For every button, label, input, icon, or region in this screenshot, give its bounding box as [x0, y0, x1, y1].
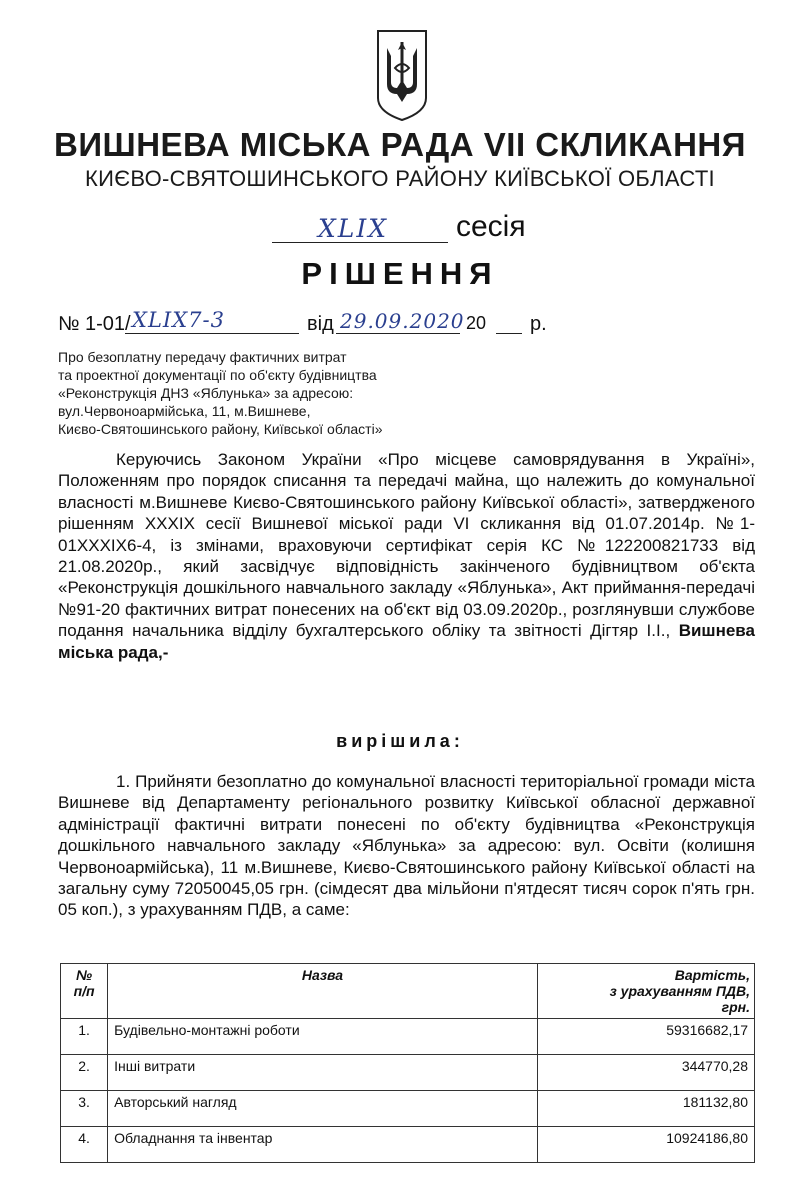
- row-value: 10924186,80: [537, 1127, 754, 1163]
- row-value: 59316682,17: [537, 1019, 754, 1055]
- decision-subject: [58, 348, 438, 438]
- costs-table: [60, 963, 755, 1163]
- year-prefix: 20: [466, 313, 487, 333]
- date-from-label: від: [307, 313, 334, 335]
- header-value-line: грн.: [721, 999, 750, 1015]
- header-value: [537, 964, 754, 1019]
- row-num: 1.: [61, 1019, 108, 1055]
- point-1-paragraph: 1. Прийняти безоплатно до комунальної власності територіальної громади міста Вишневе від Департаменту регіонального розвитку Київської обласної державної адміністрації фактичні витрати понесені по об'єкту будівництва «Реконструкція дошкільного навчального закладу «Яблунька» за адресою: вул. Освіти (колишня Червоноармійська), 11 м.Вишневе, Києво-Святошинського району Київської області на загальну суму 72050045,05 грн. (сімдесят два мільйони п'ятдесят тисяч сорок п'ять грн. 05 коп.), з урахуванням ПДВ, а саме:: [58, 772, 755, 920]
- preamble-paragraph: [58, 449, 755, 663]
- header-name: Назва: [108, 964, 538, 1019]
- year-suffix: р.: [530, 313, 547, 335]
- session-underline: [272, 242, 448, 243]
- subject-line: Києво-Святошинського району, Київської області»: [58, 421, 383, 437]
- table-row: [61, 1091, 755, 1127]
- number-underline: [125, 333, 299, 334]
- row-name: Обладнання та інвентар: [108, 1127, 538, 1163]
- session-label: сесія: [456, 210, 526, 243]
- decision-date-handwritten: 29.09.2020: [340, 309, 465, 333]
- header-num: [61, 964, 108, 1019]
- decision-title: РІШЕННЯ: [301, 256, 499, 291]
- header-value-line: з урахуванням ПДВ,: [609, 983, 750, 999]
- decision-number-prefix: № 1-01/: [58, 313, 131, 335]
- row-value: 344770,28: [537, 1055, 754, 1091]
- preamble-text: Керуючись Законом України «Про місцеве самоврядування в Україні», Положенням про порядок списання та передачі майна, що належить до комунальної власності м.Вишневе Києво-Святошинського району Київської області», затвердженого рішенням XXXIX сесії Вишневої міської ради VI скликання від 01.07.2014р. №1-01XXXIX6-4, із змінами, враховуючи сертифікат серія КС №122200821733 від 21.08.2020р., який засвідчує відповідність закінченого будівництвом об'єкта «Реконструкція дошкільного навчального закладу «Яблунька», Акт приймання-передачі №91-20 фактичних витрат понесених на об'єкт від 03.09.2020р., розглянувши службове подання начальника відділу бухгалтерського обліку та звітності Дігтяр І.І.,: [58, 450, 755, 641]
- session-number-handwritten: XLIX: [318, 214, 389, 243]
- preamble-bold: Вишнева міська рада,-: [58, 621, 755, 662]
- decided-heading: вирішила:: [336, 731, 464, 751]
- row-name: Авторський нагляд: [108, 1091, 538, 1127]
- subject-line: та проектної документації по об'єкту будівництва: [58, 367, 377, 383]
- row-num: 2.: [61, 1055, 108, 1091]
- row-name: Будівельно-монтажні роботи: [108, 1019, 538, 1055]
- trident-emblem-icon: [375, 28, 429, 122]
- row-name: Інші витрати: [108, 1055, 538, 1091]
- row-value: 181132,80: [537, 1091, 754, 1127]
- subject-line: «Реконструкція ДНЗ «Яблунька» за адресою:: [58, 385, 354, 401]
- subject-line: Про безоплатну передачу фактичних витрат: [58, 349, 347, 365]
- council-title: ВИШНЕВА МІСЬКА РАДА VII СКЛИКАННЯ: [54, 126, 746, 163]
- table-row: [61, 1127, 755, 1163]
- subject-line: вул.Червоноармійська, 11, м.Вишневе,: [58, 403, 311, 419]
- header-num-line: п/п: [73, 983, 95, 999]
- table-row: [61, 1055, 755, 1091]
- row-num: 4.: [61, 1127, 108, 1163]
- header-num-line: №: [76, 967, 93, 983]
- district-title: КИЄВО-СВЯТОШИНСЬКОГО РАЙОНУ КИЇВСЬКОЇ ОБЛАСТІ: [85, 166, 715, 191]
- date-underline: [336, 333, 460, 334]
- year-underline: [496, 333, 522, 334]
- decision-number-handwritten: XLIX7-3: [132, 308, 225, 332]
- table-row: [61, 1019, 755, 1055]
- header-value-line: Вартість,: [674, 967, 750, 983]
- row-num: 3.: [61, 1091, 108, 1127]
- table-header-row: [61, 964, 755, 1019]
